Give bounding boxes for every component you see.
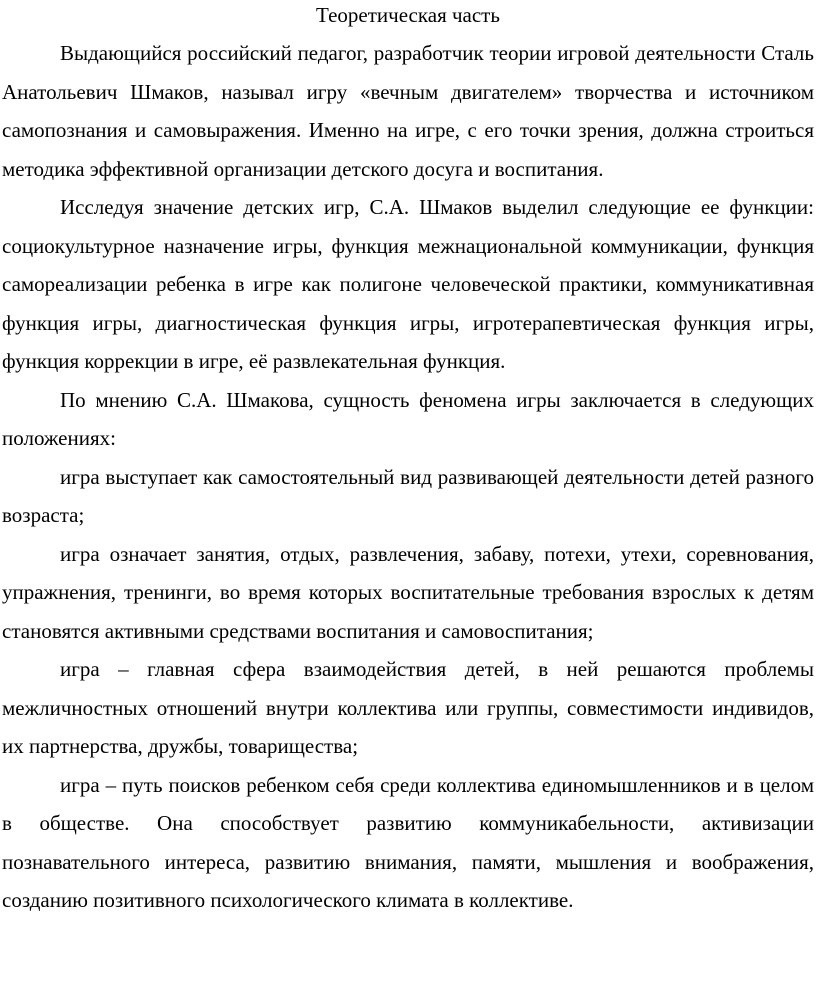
paragraph-intro: Выдающийся российский педагог, разработчик теории игровой деятельности Сталь Анатольевич Шмаков, называл игру «вечным двигателем» творчества и источником самопознания и самовыражения. Именно на игре, с его точки зрения, должна строиться методика эффективной организации детского досуга и воспитания. [2,41,814,181]
paragraph-functions: Исследуя значение детских игр, С.А. Шмаков выделил следующие ее функции: социокультурное назначение игры, функция межнациональной коммуникации, функция самореализации ребенка в игре как полигоне человеческой практики, коммуникативная функция игры, диагностическая функция игры, игротерапевтическая функция игры, функция коррекции в игре, её развлекательная функция. [2,195,814,373]
list-item-self-search: игра – путь поисков ребенком себя среди коллектива единомышленников и в целом в обществе. Она способствует развитию коммуникабельности, активизации познавательного интереса, развитию внимания, памяти, мышления и воображения, созданию позитивного психологического климата в коллективе. [2,772,814,912]
list-item-activity: игра выступает как самостоятельный вид развивающей деятельности детей разного возраста; [2,464,814,527]
section-title: Теоретическая часть [316,3,500,27]
paragraph-essence-intro: По мнению С.А. Шмакова, сущность феномена игры заключается в следующих положениях: [2,387,814,450]
list-item-meaning: игра означает занятия, отдых, развлечения, забаву, потехи, утехи, соревнования, упражнения, тренинги, во время которых воспитательные требования взрослых к детям становятся активными средствами воспитания и самовоспитания; [2,541,814,643]
list-item-interaction: игра – главная сфера взаимодействия детей, в ней решаются проблемы межличностных отношений внутри коллектива или группы, совместимости индивидов, их партнерства, дружбы, товарищества; [2,657,814,758]
document-page [2,0,814,920]
